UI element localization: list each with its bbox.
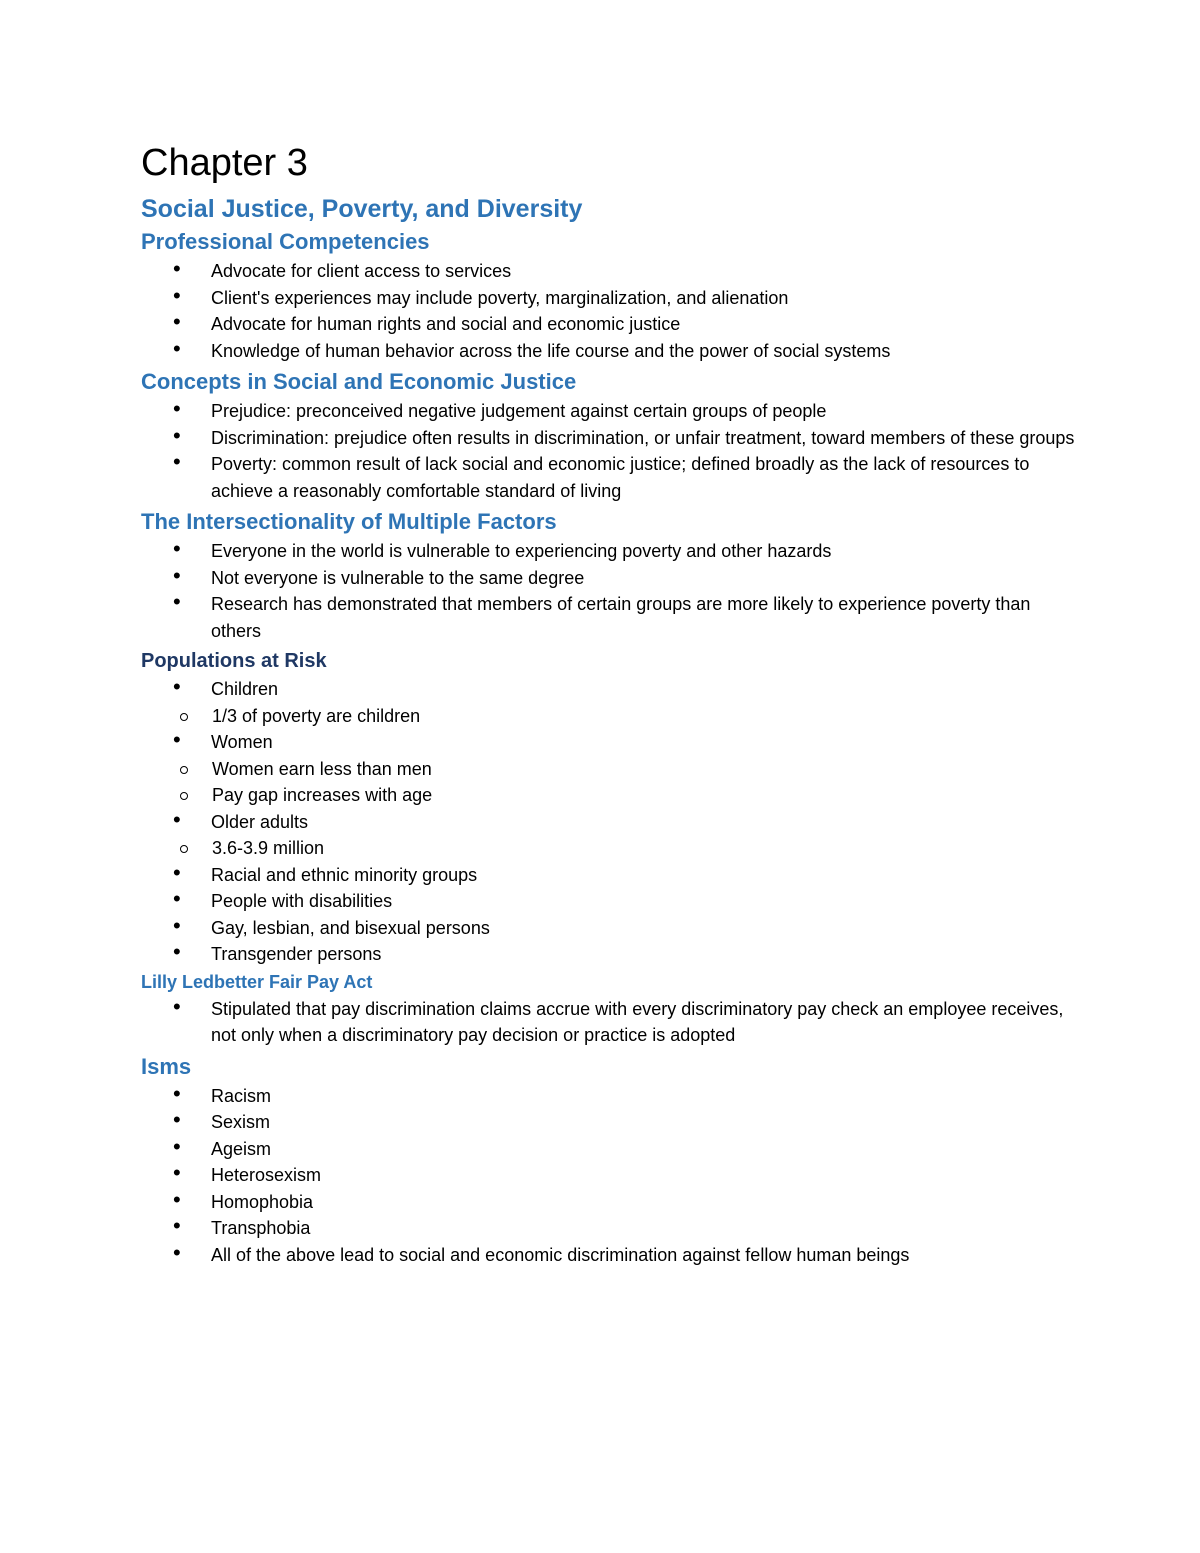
list-item: • Prejudice: preconceived negative judgement against certain groups of people [141,398,1081,425]
list-item: • Gay, lesbian, and bisexual persons [141,915,1081,942]
list-item: • Everyone in the world is vulnerable to experiencing poverty and other hazards [141,538,1081,565]
section-heading-professional-competencies: Professional Competencies [141,229,430,254]
list-item: • Knowledge of human behavior across the life course and the power of social systems [141,338,1081,365]
section-heading-populations-at-risk: Populations at Risk [141,650,327,672]
sub-list-item: 1/3 of poverty are children [141,703,1081,730]
list-item: • Sexism [141,1109,1081,1136]
list-item: • Discrimination: prejudice often results in discrimination, or unfair treatment, toward members of these groups [141,425,1081,452]
document-page [141,140,1081,1268]
list-item: • Not everyone is vulnerable to the same degree [141,565,1081,592]
section-heading-isms: Isms [141,1053,192,1079]
list-item: • Research has demonstrated that members of certain groups are more likely to experience poverty than others [141,591,1081,644]
list-item: • Homophobia [141,1189,1081,1216]
sub-list-item: Women earn less than men [141,756,1081,783]
sub-list-item: 3.6-3.9 million [141,835,1081,862]
list-item: • Older adults [141,809,1081,836]
list-populations [141,676,1081,968]
list-item: • Stipulated that pay discrimination claims accrue with every discriminatory pay check an employee receives, not only when a discriminatory pay decision or practice is adopted [141,996,1081,1049]
list-item: • Heterosexism [141,1162,1081,1189]
main-heading: Social Justice, Poverty, and Diversity [141,195,583,223]
list-item: • Racial and ethnic minority groups [141,862,1081,889]
list-item: • People with disabilities [141,888,1081,915]
list-item: • Client's experiences may include poverty, marginalization, and alienation [141,285,1081,312]
list-concepts [141,398,1081,504]
list-item: • Advocate for client access to services [141,258,1081,285]
list-item: • All of the above lead to social and economic discrimination against fellow human beings [141,1242,1081,1269]
sub-list-item: Pay gap increases with age [141,782,1081,809]
list-item: • Ageism [141,1136,1081,1163]
section-heading-concepts: Concepts in Social and Economic Justice [141,369,577,394]
section-heading-ledbetter: Lilly Ledbetter Fair Pay Act [141,971,373,992]
document-title: Chapter 3 [141,142,308,184]
list-isms [141,1083,1081,1269]
list-item: • Poverty: common result of lack social and economic justice; defined broadly as the lack of resources to achieve a reasonably comfortable standard of living [141,451,1081,504]
section-heading-intersectionality: The Intersectionality of Multiple Factors [141,509,557,534]
list-ledbetter [141,996,1081,1049]
list-intersectionality [141,538,1081,644]
list-item: • Children [141,676,1081,703]
list-item: • Transphobia [141,1215,1081,1242]
list-item: • Racism [141,1083,1081,1110]
list-item: • Transgender persons [141,941,1081,968]
list-professional-competencies [141,258,1081,364]
list-item: • Advocate for human rights and social and economic justice [141,311,1081,338]
list-item: • Women [141,729,1081,756]
